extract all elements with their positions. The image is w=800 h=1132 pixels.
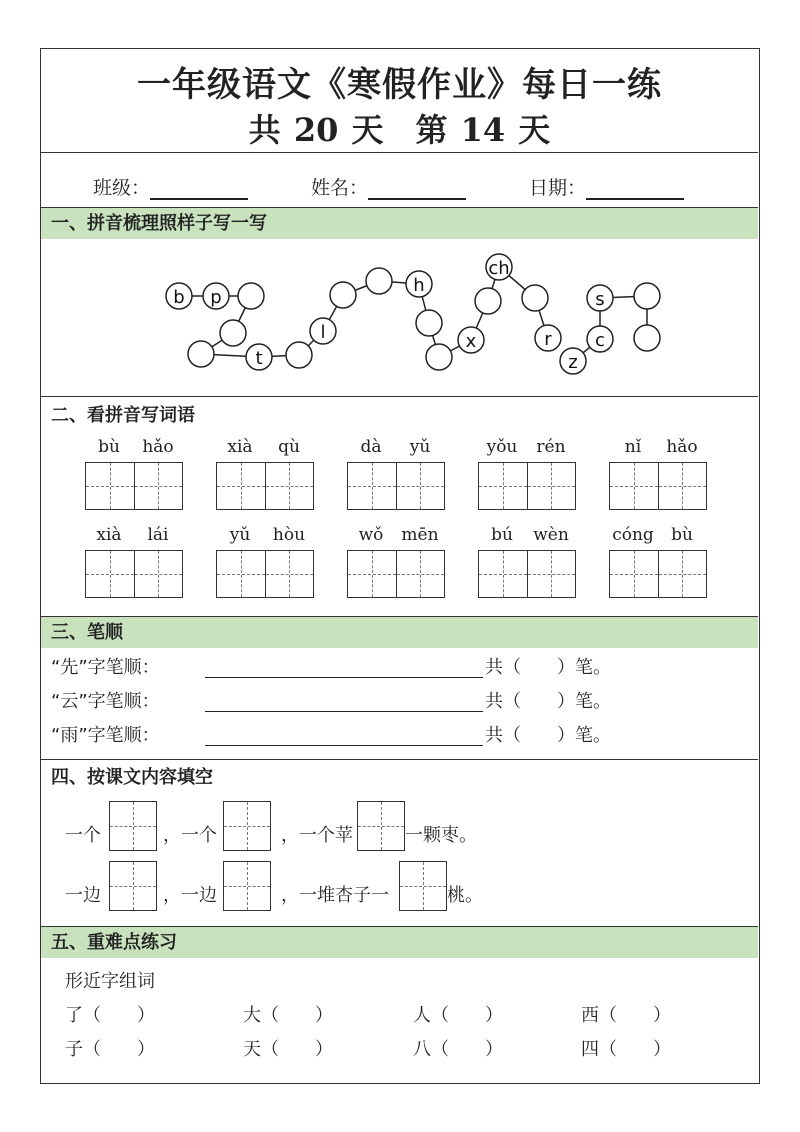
class-blank[interactable] — [150, 180, 248, 200]
name-field[interactable] — [311, 173, 466, 200]
pinyin-label: bù — [671, 525, 693, 545]
tian-grid-cell[interactable] — [217, 551, 265, 597]
tian-grid-cell[interactable] — [134, 551, 182, 597]
stroke-order-label: “云”字笔顺： — [51, 691, 160, 712]
pinyin-label: bú — [491, 525, 513, 545]
tian-grid-answer-box[interactable] — [85, 462, 183, 510]
pinyin-label: yǔ — [409, 437, 431, 457]
tian-grid-cell[interactable] — [86, 463, 134, 509]
section2-divider — [41, 396, 758, 397]
similar-characters-subtitle: 形近字组词 — [65, 971, 155, 992]
tian-grid-cell[interactable] — [610, 463, 658, 509]
tian-grid-cell[interactable] — [86, 551, 134, 597]
worksheet — [40, 48, 760, 1084]
answer-box[interactable] — [109, 861, 157, 911]
chain-letter-h: h — [413, 275, 425, 296]
tian-grid-cell[interactable] — [479, 551, 527, 597]
pinyin-label: cóng — [612, 525, 654, 545]
pinyin-label: nǐ — [624, 437, 642, 457]
title-block — [41, 49, 758, 153]
stroke-count[interactable]: 共（ ）笔。 — [485, 725, 611, 746]
worksheet-title: 一年级语文《寒假作业》每日一练 — [137, 65, 662, 105]
stroke-order-label: “雨”字笔顺： — [51, 725, 160, 746]
word-group-item[interactable]: 人（ ） — [413, 1005, 503, 1026]
section3-header: 三、笔顺 — [41, 616, 758, 648]
tian-grid-answer-box[interactable] — [85, 550, 183, 598]
word-group-item[interactable]: 大（ ） — [243, 1005, 333, 1026]
pinyin-label: hǎo — [142, 437, 174, 457]
pinyin-label: xià — [96, 525, 122, 545]
answer-box[interactable] — [223, 861, 271, 911]
fill-text: 一颗枣。 — [405, 825, 477, 846]
stroke-count[interactable]: 共（ ）笔。 — [485, 691, 611, 712]
tian-grid-answer-box[interactable] — [347, 462, 445, 510]
name-blank[interactable] — [368, 180, 466, 200]
word-group-item[interactable]: 八（ ） — [413, 1039, 503, 1060]
stroke-order-row[interactable] — [51, 723, 611, 749]
tian-grid-cell[interactable] — [396, 551, 444, 597]
tian-grid-cell[interactable] — [265, 551, 313, 597]
chain-letter-x: x — [465, 331, 477, 352]
fill-text: ，一个苹 — [281, 825, 353, 846]
stroke-count[interactable]: 共（ ）笔。 — [485, 657, 611, 678]
class-field[interactable] — [93, 173, 248, 200]
pinyin-label: hòu — [272, 525, 306, 545]
tian-grid-cell[interactable] — [396, 463, 444, 509]
pinyin-label: lái — [147, 525, 169, 545]
section4-divider — [41, 759, 758, 760]
chain-letter-s: s — [595, 289, 605, 310]
pinyin-label: bù — [98, 437, 120, 457]
student-info-row — [41, 153, 758, 209]
chain-letter-ch: ch — [488, 258, 510, 279]
tian-grid-answer-box[interactable] — [478, 550, 576, 598]
tian-grid-cell[interactable] — [610, 551, 658, 597]
stroke-order-row[interactable] — [51, 655, 611, 681]
section4-header: 四、按课文内容填空 — [51, 767, 213, 788]
chain-letter-t: t — [255, 348, 263, 369]
pinyin-label: mēn — [401, 525, 439, 545]
stroke-order-row[interactable] — [51, 689, 611, 715]
tian-grid-answer-box[interactable] — [609, 550, 707, 598]
stroke-order-blank[interactable] — [205, 711, 483, 712]
class-label: 班级： — [93, 177, 151, 199]
fill-text: 一边 — [65, 885, 101, 906]
tian-grid-answer-box[interactable] — [347, 550, 445, 598]
tian-grid-cell[interactable] — [134, 463, 182, 509]
date-label: 日期： — [529, 177, 587, 199]
chain-letter-r: r — [544, 329, 552, 350]
stroke-order-blank[interactable] — [205, 745, 483, 746]
section5-header: 五、重难点练习 — [41, 926, 758, 958]
pinyin-label: rén — [536, 437, 566, 457]
chain-letter-p: p — [210, 287, 222, 308]
fill-text: ，一堆杏子一 — [281, 885, 389, 906]
word-group-item[interactable]: 子（ ） — [65, 1039, 155, 1060]
pinyin-label: hǎo — [666, 437, 698, 457]
chain-letter-b: b — [173, 287, 185, 308]
tian-grid-cell[interactable] — [527, 463, 575, 509]
fill-text: 一个 — [65, 825, 101, 846]
tian-grid-answer-box[interactable] — [216, 462, 314, 510]
pinyin-label: wǒ — [358, 525, 384, 545]
tian-grid-cell[interactable] — [265, 463, 313, 509]
word-group-item[interactable]: 了（ ） — [65, 1005, 155, 1026]
pinyin-label: yǔ — [229, 525, 251, 545]
pinyin-label: qù — [278, 437, 300, 457]
pinyin-label: xià — [227, 437, 253, 457]
pinyin-chain-diagram — [41, 239, 758, 397]
date-field[interactable] — [529, 173, 684, 200]
tian-grid-answer-box[interactable] — [478, 462, 576, 510]
pinyin-label: yǒu — [486, 437, 518, 457]
stroke-order-label: “先”字笔顺： — [51, 657, 160, 678]
fill-text: ，一个 — [163, 825, 217, 846]
word-group-item[interactable]: 天（ ） — [243, 1039, 333, 1060]
tian-grid-answer-box[interactable] — [216, 550, 314, 598]
tian-grid-answer-box[interactable] — [609, 462, 707, 510]
section1-header: 一、拼音梳理照样子写一写 — [41, 207, 758, 239]
tian-grid-cell[interactable] — [658, 551, 706, 597]
name-label: 姓名： — [311, 177, 369, 199]
tian-grid-cell[interactable] — [658, 463, 706, 509]
word-group-item[interactable]: 四（ ） — [581, 1039, 671, 1060]
worksheet-day: 共 20 天 第 14 天 — [248, 111, 551, 149]
date-blank[interactable] — [586, 180, 684, 200]
answer-box[interactable] — [109, 801, 157, 851]
chain-letter-z: z — [568, 352, 578, 373]
fill-text: 桃。 — [447, 885, 483, 906]
chain-letter-c: c — [595, 330, 605, 351]
tian-grid-cell[interactable] — [348, 551, 396, 597]
stroke-order-blank[interactable] — [205, 677, 483, 678]
answer-box[interactable] — [399, 861, 447, 911]
section2-header: 二、看拼音写词语 — [51, 405, 195, 426]
word-group-item[interactable]: 西（ ） — [581, 1005, 671, 1026]
pinyin-label: wèn — [533, 525, 569, 545]
tian-grid-cell[interactable] — [217, 463, 265, 509]
pinyin-label: dà — [360, 437, 382, 457]
chain-letter-l: l — [320, 322, 326, 343]
tian-grid-cell[interactable] — [479, 463, 527, 509]
tian-grid-cell[interactable] — [348, 463, 396, 509]
fill-text: ，一边 — [163, 885, 217, 906]
answer-box[interactable] — [357, 801, 405, 851]
tian-grid-cell[interactable] — [527, 551, 575, 597]
answer-box[interactable] — [223, 801, 271, 851]
